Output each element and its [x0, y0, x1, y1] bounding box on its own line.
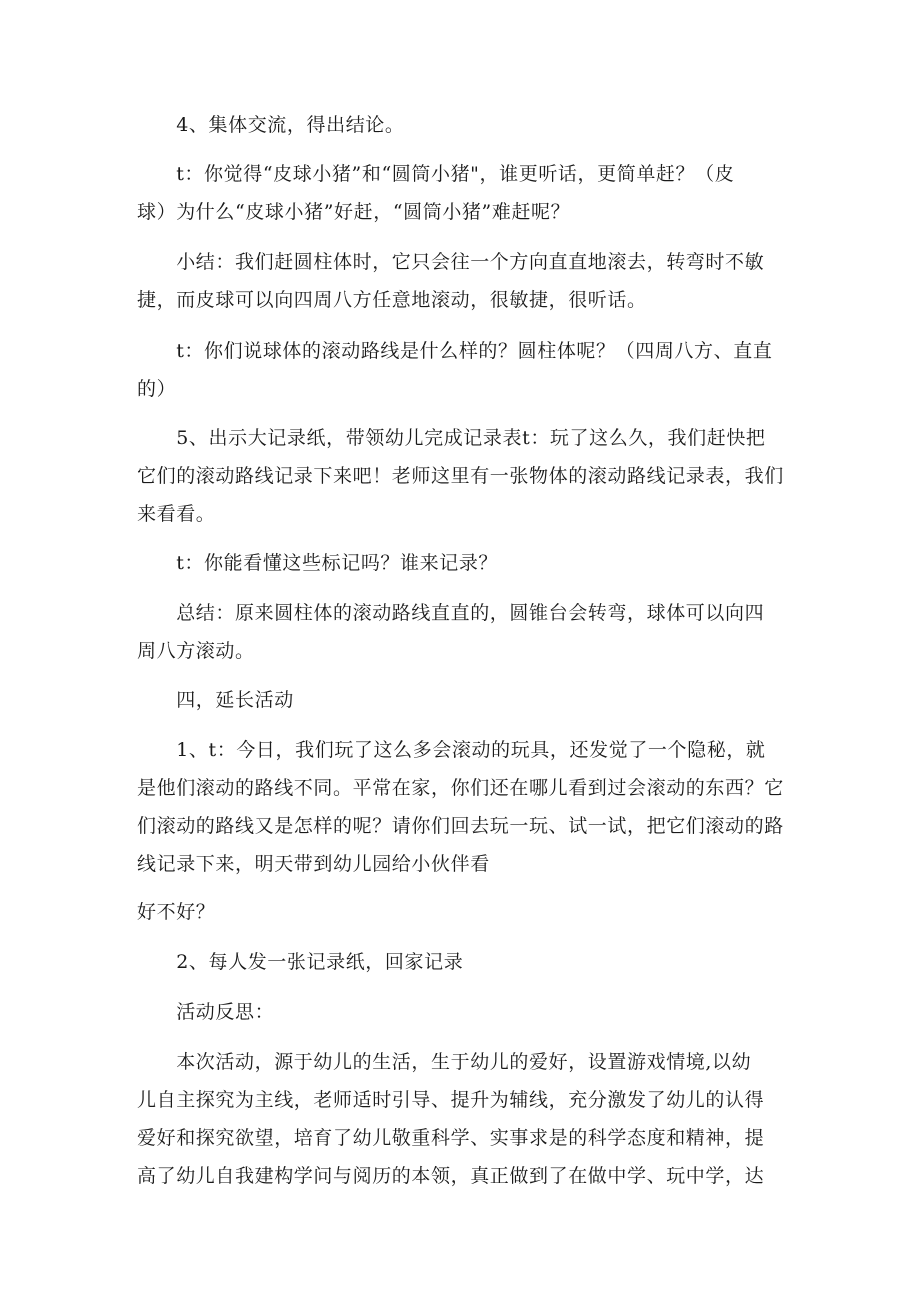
paragraph-record-sheet [137, 419, 797, 533]
text-line: 活动反思： [137, 1001, 275, 1023]
paragraph-reflection [137, 1043, 797, 1195]
text-line: 周八方滚动。 [137, 640, 255, 662]
paragraph-summary-heading [137, 106, 797, 144]
text-line: 4、集体交流，得出结论。 [137, 114, 405, 136]
paragraph-question-route [137, 332, 797, 408]
paragraph-question-pig [137, 155, 797, 231]
text-line: 总结：原来圆柱体的滚动路线直直的，圆锥台会转弯，球体可以向四 [137, 602, 765, 624]
text-line: 2、每人发一张记录纸，回家记录 [137, 951, 464, 973]
text-line: 1、t：今日，我们玩了这么多会滚动的玩具，还发觉了一个隐秘，就 [137, 739, 766, 761]
text-line: 捷，而皮球可以向四周八方任意地滚动，很敏捷，很听话。 [137, 289, 647, 311]
section-heading-reflection [137, 993, 797, 1031]
text-line: 爱好和探究欲望，培育了幼儿敬重科学、实事求是的科学态度和精神，提 [137, 1127, 765, 1149]
text-line: t：你们说球体的滚动路线是什么样的？圆柱体呢？（四周八方、直直 [137, 340, 773, 362]
text-line: 来看看。 [137, 503, 216, 525]
text-line: 四，延长活动 [137, 689, 294, 711]
text-line: 好不好？ [137, 901, 216, 923]
text-line: 的） [137, 378, 177, 400]
paragraph-extension-2 [137, 943, 797, 981]
text-line: 球）为什么“皮球小猪”好赶，“圆筒小猪”难赶呢？ [137, 201, 571, 223]
text-line: t：你能看懂这些标记吗？谁来记录？ [137, 552, 499, 574]
text-line: 儿自主探究为主线，老师适时引导、提升为辅线，充分激发了幼儿的认得 [137, 1089, 765, 1111]
text-line: 5、出示大记录纸，带领幼儿完成记录表t：玩了这么久，我们赶快把 [137, 427, 766, 449]
text-line: 高了幼儿自我建构学问与阅历的本领，真正做到了在做中学、玩中学，达 [137, 1165, 765, 1187]
paragraph-conclusion [137, 594, 797, 670]
text-line: 小结：我们赶圆柱体时，它只会往一个方向直直地滚去，转弯时不敏 [137, 251, 765, 273]
text-line: 是他们滚动的路线不同。平常在家，你们还在哪儿看到过会滚动的东西？它 [137, 777, 784, 799]
paragraph-question-marks [137, 544, 797, 582]
text-line: t：你觉得“皮球小猪”和“圆筒小猪"，谁更听话，更简单赶？（皮 [137, 163, 735, 185]
section-heading-extension [137, 681, 797, 719]
text-line: 它们的滚动路线记录下来吧！老师这里有一张物体的滚动路线记录表，我们 [137, 465, 784, 487]
text-line: 本次活动，源于幼儿的生活，生于幼儿的爱好，设置游戏情境,以幼 [137, 1051, 752, 1073]
paragraph-brief-summary [137, 243, 797, 319]
paragraph-extension-1 [137, 731, 797, 883]
text-line: 线记录下来，明天带到幼儿园给小伙伴看 [137, 853, 490, 875]
paragraph-ok [137, 893, 797, 931]
text-line: 们滚动的路线又是怎样的呢？请你们回去玩一玩、试一试，把它们滚动的路 [137, 815, 784, 837]
